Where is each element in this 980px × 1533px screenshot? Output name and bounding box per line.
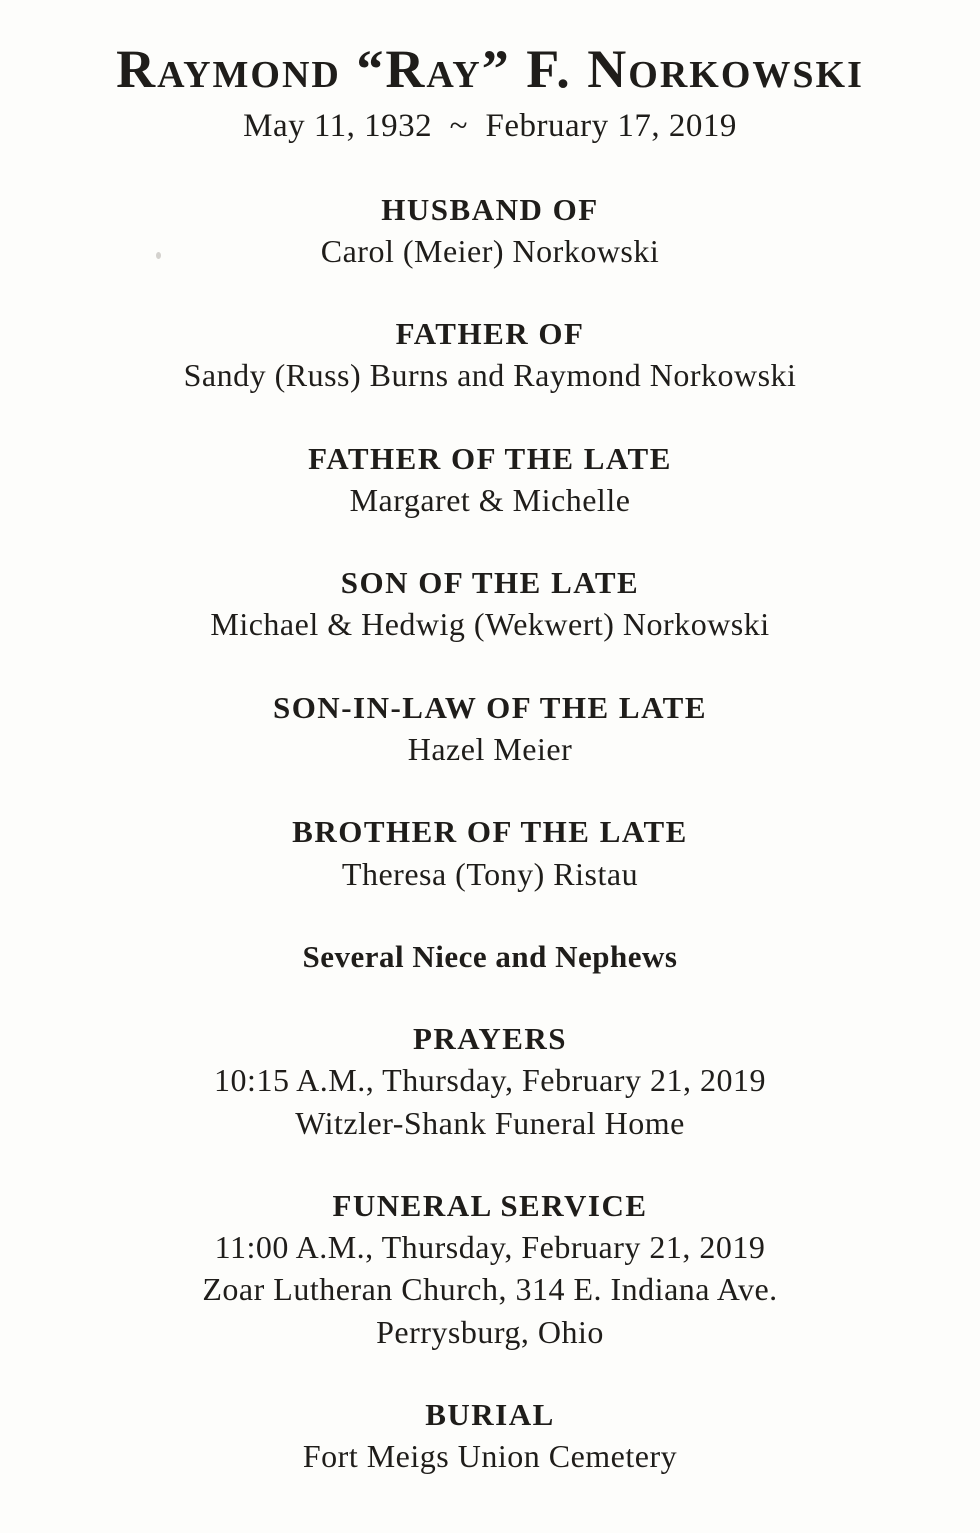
section-heading: FATHER OF THE LATE xyxy=(308,440,672,476)
section-heading: PRAYERS xyxy=(412,1021,568,1057)
section-nieces-nephews-note xyxy=(38,937,942,977)
section-line: Theresa (Tony) Ristau xyxy=(341,855,639,892)
section-son-of-the-late xyxy=(38,563,942,646)
section-heading: FATHER OF xyxy=(395,316,585,352)
section-father-of xyxy=(38,314,942,397)
section-line: Perrysburg, Ohio xyxy=(376,1313,604,1350)
section-line: Michael & Hedwig (Wekwert) Norkowski xyxy=(210,606,770,643)
section-heading: BROTHER OF THE LATE xyxy=(292,814,688,850)
section-husband-of xyxy=(38,190,942,273)
section-line: 11:00 A.M., Thursday, February 21, 2019 xyxy=(214,1229,766,1266)
section-line: 10:15 A.M., Thursday, February 21, 2019 xyxy=(214,1062,766,1099)
section-line: Witzler-Shank Funeral Home xyxy=(295,1104,685,1141)
section-line: Sandy (Russ) Burns and Raymond Norkowski xyxy=(183,357,797,394)
section-line: Zoar Lutheran Church, 314 E. Indiana Ave. xyxy=(202,1271,778,1308)
section-line: Fort Meigs Union Cemetery xyxy=(302,1438,678,1475)
section-prayers xyxy=(38,1019,942,1144)
page-title: Raymond “Ray” F. Norkowski xyxy=(116,39,864,99)
section-heading: SON-IN-LAW OF THE LATE xyxy=(272,689,708,725)
section-heading: HUSBAND OF xyxy=(381,191,599,227)
scan-speck xyxy=(156,252,161,259)
section-line: Hazel Meier xyxy=(407,730,573,767)
section-heading: BURIAL xyxy=(425,1396,555,1432)
section-line: Margaret & Michelle xyxy=(349,481,631,518)
section-heading: FUNERAL SERVICE xyxy=(332,1187,648,1223)
section-funeral-service xyxy=(38,1186,942,1353)
section-line: Carol (Meier) Norkowski xyxy=(320,232,660,269)
section-son-in-law-of-the-late xyxy=(38,688,942,771)
section-brother-of-the-late xyxy=(38,812,942,895)
note-line: Several Niece and Nephews xyxy=(302,938,678,974)
section-father-of-the-late xyxy=(38,439,942,522)
dates-line: May 11, 1932 ~ February 17, 2019 xyxy=(243,108,737,145)
section-heading: SON OF THE LATE xyxy=(340,565,640,601)
section-burial xyxy=(38,1395,942,1478)
